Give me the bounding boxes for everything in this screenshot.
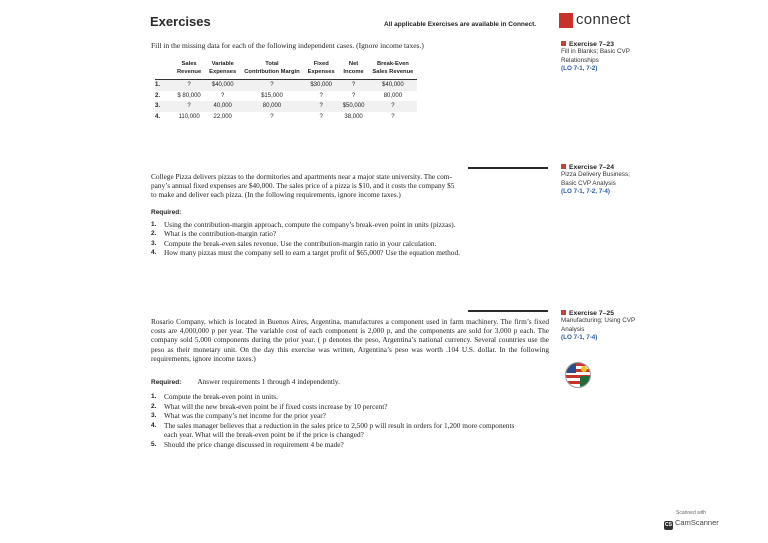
col-header-variable-expenses: Variable Expenses	[205, 58, 240, 80]
table-cell: $40,000	[205, 80, 240, 91]
connect-logo: connect	[576, 11, 631, 28]
table-cell: $30,000	[304, 80, 339, 91]
row-number: 2.	[155, 92, 161, 99]
table-cell: 80,000	[383, 92, 403, 99]
requirement-item: 3. What was the company’s net income for the prior year?	[151, 411, 326, 421]
section-title: Exercises	[150, 14, 211, 29]
requirement-item: 3. Compute the break-even sales revenue. Use the contribution-margin ratio in your calculation.	[151, 238, 437, 248]
requirement-item: 4. The sales manager believes that a reduction in the sales price to 2,500 p will result in orders for 1,200 more components each year. What will the break-even point be if the price is changed?	[151, 420, 515, 440]
row-number-header	[155, 58, 173, 80]
table-cell: ?	[339, 80, 369, 91]
exercise-24-requirements	[151, 220, 549, 258]
exercise-23-topic-line2: Relationships	[561, 56, 599, 64]
row-number: 4.	[155, 114, 161, 121]
connect-availability-note: All applicable Exercises are available in Connect.	[384, 21, 537, 28]
publisher-logo	[559, 13, 573, 28]
table-cell: ?	[173, 80, 205, 91]
exercise-25-heading: Exercise 7–25	[561, 310, 673, 317]
exercise-25-body	[151, 317, 549, 450]
col-header-net-income: Net Income	[339, 58, 369, 80]
exercise-23-sidebar	[561, 41, 671, 72]
table-cell: $40,000	[368, 80, 417, 91]
table-row	[155, 91, 417, 102]
table-cell: ?	[221, 92, 225, 99]
table-cell: 38,000	[344, 114, 363, 121]
scanner-watermark-caption: Scanned with	[676, 510, 707, 516]
exercise-25-required-note: Answer requirements 1 through 4 independently.	[197, 377, 340, 387]
table-cell: ?	[368, 101, 417, 112]
exercise-23-instructions: Fill in the missing data for each of the following independent cases. (Ignore income taxes.)	[151, 41, 424, 50]
exercise-24-scenario: College Pizza delivers pizzas to the dormitories and apartments near a major state university. The com- pany’s annual fixed expenses are $40,000. The sales price of a pizza is $10, and it costs the company $5 to make and deliver each pizza. (In the following requirements, ignore income taxes.)	[151, 172, 455, 200]
table-cell: $15,000	[261, 92, 283, 99]
exercise-25-sidebar	[561, 310, 673, 341]
requirement-item: 5. Should the price change discussed in requirement 4 be made?	[151, 439, 344, 449]
table-header-row	[155, 58, 417, 80]
requirement-item: 1. Using the contribution-margin approach, compute the company’s break-even point in units (pizzas).	[151, 219, 456, 229]
table-cell: 80,000	[240, 101, 303, 112]
row-number: 3.	[155, 101, 173, 112]
requirement-item: 2. What is the contribution-margin ratio?	[151, 229, 277, 239]
table-cell: 110,000	[178, 114, 200, 121]
exercise-24-heading: Exercise 7–24	[561, 164, 673, 171]
international-flag-icon	[565, 362, 591, 388]
camscanner-icon: CS	[665, 522, 672, 528]
table-cell: $50,000	[339, 101, 369, 112]
table-row	[155, 101, 417, 112]
row-number: 1.	[155, 80, 173, 91]
exercise-24-learning-objectives: (LO 7-1, 7-2, 7-4)	[561, 188, 610, 195]
col-header-sales-revenue: Sales Revenue	[173, 58, 205, 80]
table-cell: ?	[391, 114, 395, 121]
exercise-25-topic-line1: Manufacturing; Using CVP	[561, 317, 636, 324]
table-cell: ?	[270, 114, 274, 121]
scanner-watermark: CS CamScanner	[665, 518, 719, 528]
exercise-24-topic-line1: Pizza Delivery Business;	[561, 171, 630, 178]
table-cell: 40,000	[205, 101, 240, 112]
exercise-23-heading: Exercise 7–23	[561, 41, 671, 48]
col-header-break-even-sales: Break-Even Sales Revenue	[368, 58, 417, 80]
table-cell: ?	[319, 92, 323, 99]
red-square-icon	[561, 164, 566, 169]
exercise-25-required-label: Required:	[151, 379, 182, 387]
table-cell: ?	[351, 92, 356, 99]
requirement-item: 1. Compute the break-even point in units.	[151, 392, 278, 402]
cvp-cases-table	[155, 58, 417, 122]
table-cell: ?	[173, 101, 205, 112]
requirement-item: 4. How many pizzas must the company sell to earn a target profit of $65,000? Use the equation method.	[151, 248, 460, 258]
exercise-23-learning-objectives: (LO 7-1, 7-2)	[561, 65, 598, 72]
exercise-23-topic-line1: Fill in Blanks; Basic CVP	[561, 48, 630, 55]
exercise-24-topic-line2: Basic CVP Analysis	[561, 179, 616, 187]
divider-rule	[468, 310, 548, 312]
exercise-25-required-line	[151, 371, 549, 389]
exercise-25-learning-objectives: (LO 7-1, 7-4)	[561, 334, 598, 341]
table-cell: ?	[319, 114, 323, 121]
exercise-25-topic-line2: Analysis	[561, 325, 585, 333]
table-cell: ?	[240, 80, 303, 91]
exercise-24-required-label: Required:	[151, 208, 182, 216]
table-cell: ?	[304, 101, 339, 112]
red-square-icon	[561, 310, 566, 315]
table-row	[155, 112, 417, 123]
red-square-icon	[561, 41, 566, 46]
table-row	[155, 80, 417, 91]
exercise-24-sidebar	[561, 164, 673, 195]
divider-rule	[468, 167, 548, 169]
exercise-24-body	[151, 172, 549, 258]
exercise-25-scenario: Rosario Company, which is located in Buenos Aires, Argentina, manufactures a component used in farm machinery. The firm’s fixed costs are 4,000,000 p per year. The variable cost of each component is 2,000 p, and the components are sold for 3,000 p each. The company sold 5,000 components during the prior year. ( p denotes the peso, Argentina’s national currency. Several countries use the peso as their monetary unit. On the day this exercise was written, Argentina’s peso was worth .104 U.S. dollar. In the following requirements, ignore income taxes.)	[151, 317, 549, 363]
col-header-contribution-margin: Total Contribution Margin	[240, 58, 303, 80]
col-header-fixed-expenses: Fixed Expenses	[304, 58, 339, 80]
table-cell: $ 80,000	[177, 92, 201, 99]
requirement-item: 2. What will the new break-even point be if fixed costs increase by 10 percent?	[151, 401, 388, 411]
table-cell: 22,000	[213, 114, 232, 121]
exercise-25-requirements	[151, 392, 549, 450]
